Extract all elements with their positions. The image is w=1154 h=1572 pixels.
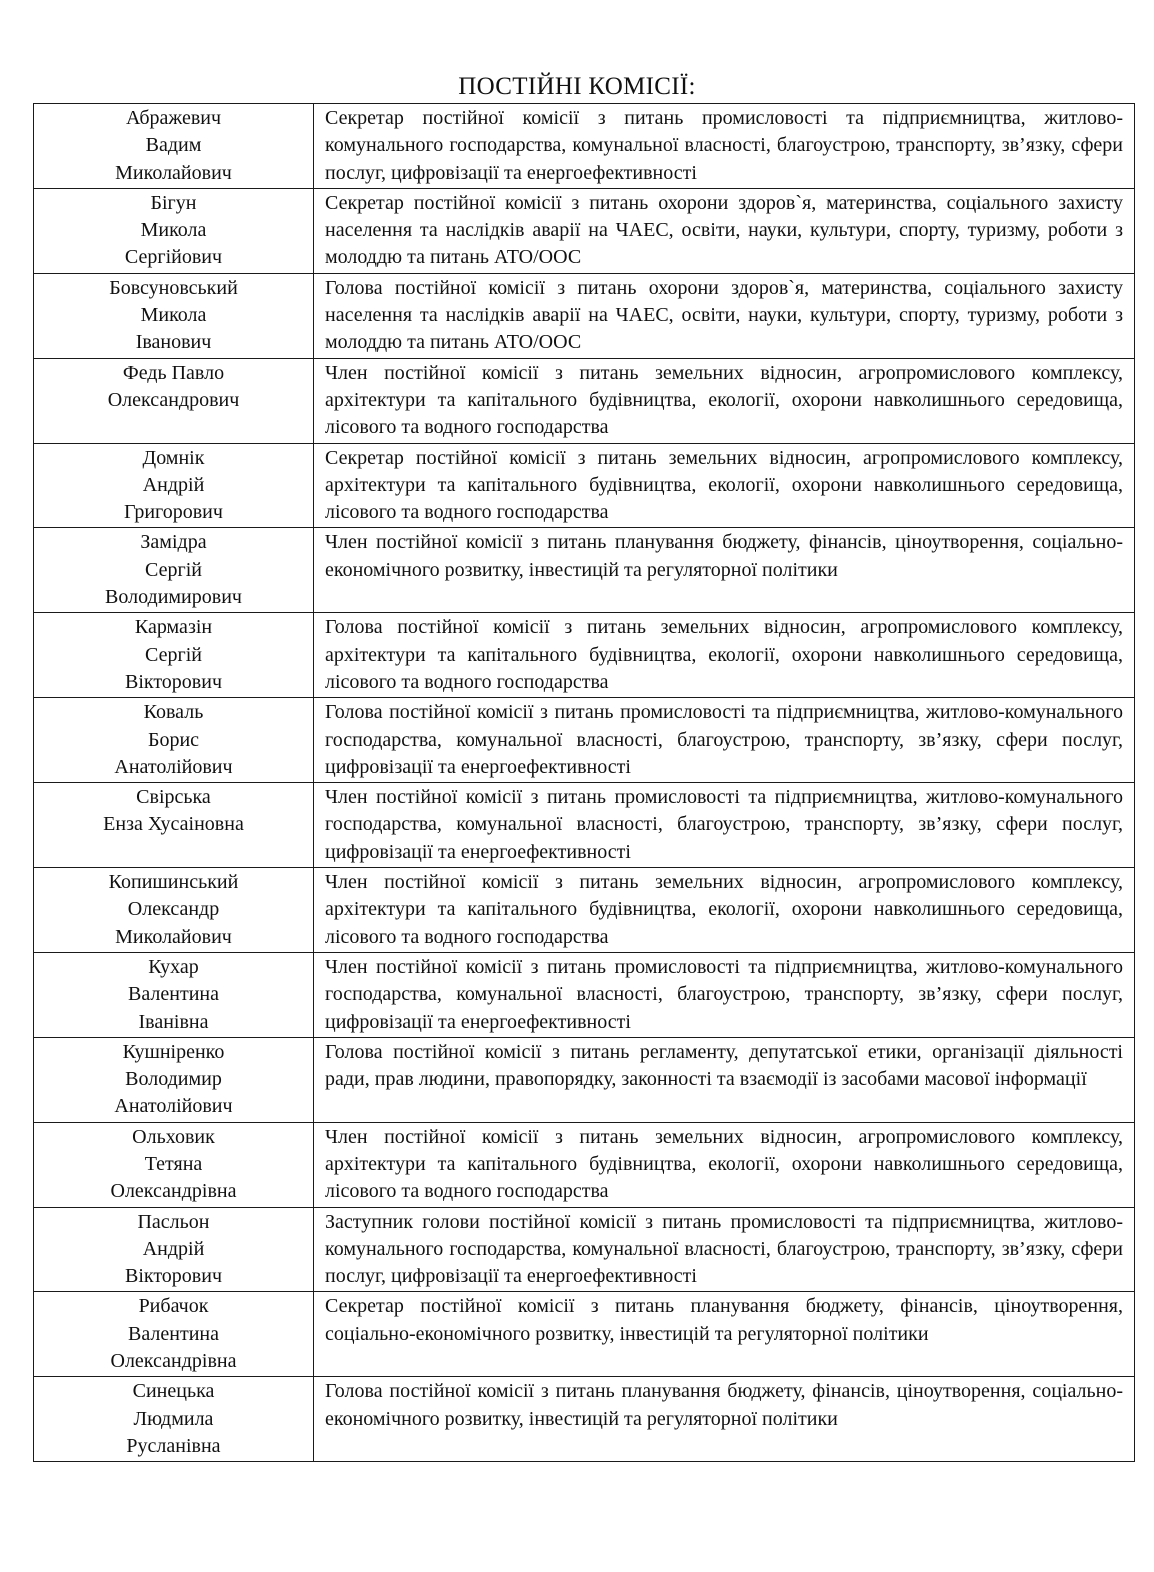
member-name-cell <box>34 358 314 443</box>
member-name-cell <box>34 613 314 698</box>
member-name-cell <box>34 868 314 953</box>
member-role-cell: Член постійної комісії з питань промисловості та підприємництва, житлово-комунального господарства, комунальної власності, благоустрою, транспорту, зв’язку, сфери послуг, цифровізації та енергоефективності <box>314 783 1135 868</box>
member-patronymic: Олександрівна <box>110 1180 237 1203</box>
member-role-cell: Член постійної комісії з питань планування бюджету, фінансів, ціноутворення, соціально-економічного розвитку, інвестицій та регуляторної політики <box>314 528 1135 613</box>
table-row <box>34 1122 1135 1207</box>
commissions-table <box>33 103 1135 1462</box>
member-role-cell: Секретар постійної комісії з питань земельних відносин, агропромислового комплексу, архітектури та капітального будівництва, екології, охорони навколишнього середовища, лісового та водного господарства <box>314 443 1135 528</box>
member-patronymic: Анатолійович <box>114 1095 233 1118</box>
table-row <box>34 613 1135 698</box>
member-surname: Кушніренко <box>122 1040 225 1063</box>
member-name-cell <box>34 1207 314 1292</box>
table-row <box>34 698 1135 783</box>
table-row <box>34 273 1135 358</box>
member-first-name: Тетяна <box>144 1152 203 1175</box>
table-row <box>34 528 1135 613</box>
member-first-name: Микола <box>140 219 207 242</box>
member-role-cell: Член постійної комісії з питань земельних відносин, агропромислового комплексу, архітектури та капітального будівництва, екології, охорони навколишнього середовища, лісового та водного господарства <box>314 358 1135 443</box>
table-row <box>34 1377 1135 1462</box>
member-surname: Ольховик <box>132 1125 215 1148</box>
member-first-name: Валентина <box>128 1322 219 1345</box>
table-row <box>34 868 1135 953</box>
member-surname: Кармазін <box>134 616 213 639</box>
member-surname: Абражевич <box>125 107 222 129</box>
member-first-name: Валентина <box>128 983 219 1006</box>
table-row <box>34 358 1135 443</box>
member-patronymic: Володимирович <box>105 586 242 609</box>
member-name-cell <box>34 1377 314 1462</box>
table-row <box>34 952 1135 1037</box>
table-row <box>34 1037 1135 1122</box>
member-first-name: Олександр <box>127 898 220 921</box>
member-surname: Свірська <box>136 786 211 809</box>
table-row <box>34 188 1135 273</box>
member-name-cell <box>34 1037 314 1122</box>
member-first-name: Андрій <box>142 1237 205 1260</box>
member-name-cell <box>34 104 314 189</box>
member-role-cell: Голова постійної комісії з питань земельних відносин, агропромислового комплексу, архітектури та капітального будівництва, екології, охорони навколишнього середовища, лісового та водного господарства <box>314 613 1135 698</box>
member-name-cell <box>34 1122 314 1207</box>
member-surname: Бовсуновський <box>109 276 238 299</box>
member-role-cell: Голова постійної комісії з питань охорони здоров`я, материнства, соціального захисту населення та наслідків аварії на ЧАЕС, освіти, науки, культури, спорту, туризму, роботи з молоддю та питань АТО/ООС <box>314 273 1135 358</box>
member-name-cell <box>34 698 314 783</box>
member-first-name: Енза Хусаіновна <box>103 813 244 836</box>
member-first-name: Андрій <box>142 473 205 496</box>
member-patronymic: Іванівна <box>138 1010 209 1033</box>
member-role-cell: Член постійної комісії з питань земельних відносин, агропромислового комплексу, архітектури та капітального будівництва, екології, охорони навколишнього середовища, лісового та водного господарства <box>314 868 1135 953</box>
table-row <box>34 443 1135 528</box>
table-row <box>34 1207 1135 1292</box>
member-patronymic: Русланівна <box>126 1434 221 1457</box>
member-patronymic: Сергійович <box>124 246 223 269</box>
member-patronymic: Григорович <box>124 501 223 524</box>
member-patronymic: Олександрович <box>107 388 240 411</box>
member-name-cell <box>34 783 314 868</box>
member-first-name: Володимир <box>125 1068 222 1091</box>
member-first-name: Людмила <box>133 1407 214 1430</box>
member-role-cell: Член постійної комісії з питань земельних відносин, агропромислового комплексу, архітектури та капітального будівництва, екології, охорони навколишнього середовища, лісового та водного господарства <box>314 1122 1135 1207</box>
member-patronymic: Миколайович <box>115 925 232 948</box>
member-surname: Коваль <box>143 701 204 724</box>
member-patronymic: Миколайович <box>115 161 232 184</box>
member-surname: Рибачок <box>138 1295 209 1318</box>
member-name-cell <box>34 952 314 1037</box>
member-role-cell: Заступник голови постійної комісії з питань промисловості та підприємництва, житлово-комунального господарства, комунальної власності, благоустрою, транспорту, зв’язку, сфери послуг, цифровізації та енергоефективності <box>314 1207 1135 1292</box>
member-role-cell: Голова постійної комісії з питань регламенту, депутатської етики, організації діяльності ради, прав людини, правопорядку, законності та взаємодії із засобами масової інформації <box>314 1037 1135 1122</box>
member-first-name: Вадим <box>145 134 202 157</box>
member-name-cell <box>34 443 314 528</box>
member-patronymic: Іванович <box>135 331 212 354</box>
member-surname: Домнік <box>142 446 205 469</box>
member-role-cell: Секретар постійної комісії з питань промисловості та підприємництва, житлово-комунального господарства, комунальної власності, благоустрою, транспорту, зв’язку, сфери послуг, цифровізації та енергоефективності <box>314 104 1135 189</box>
member-name-cell <box>34 188 314 273</box>
table-row <box>34 104 1135 189</box>
member-patronymic: Вікторович <box>124 1265 223 1288</box>
member-surname: Бігун <box>150 191 197 214</box>
member-surname: Синецька <box>132 1380 215 1403</box>
table-row <box>34 1292 1135 1377</box>
table-body <box>34 104 1135 1462</box>
member-name-cell <box>34 273 314 358</box>
member-name-cell <box>34 1292 314 1377</box>
member-surname: Пасльон <box>137 1210 210 1233</box>
member-name-cell <box>34 528 314 613</box>
member-patronymic: Вікторович <box>124 670 223 693</box>
member-role-cell: Секретар постійної комісії з питань охорони здоров`я, материнства, соціального захисту населення та наслідків аварії на ЧАЕС, освіти, науки, культури, спорту, туризму, роботи з молоддю та питань АТО/ООС <box>314 188 1135 273</box>
member-surname: Федь Павло <box>122 361 225 384</box>
member-surname: Замідра <box>140 531 207 554</box>
member-role-cell: Член постійної комісії з питань промисловості та підприємництва, житлово-комунального господарства, комунальної власності, благоустрою, транспорту, зв’язку, сфери послуг, цифровізації та енергоефективності <box>314 952 1135 1037</box>
table-row <box>34 783 1135 868</box>
member-role-cell: Секретар постійної комісії з питань планування бюджету, фінансів, ціноутворення, соціально-економічного розвитку, інвестицій та регуляторної політики <box>314 1292 1135 1377</box>
member-role-cell: Голова постійної комісії з питань планування бюджету, фінансів, ціноутворення, соціально-економічного розвитку, інвестицій та регуляторної політики <box>314 1377 1135 1462</box>
member-surname: Кухар <box>148 955 199 978</box>
member-role-cell: Голова постійної комісії з питань промисловості та підприємництва, житлово-комунального господарства, комунальної власності, благоустрою, транспорту, зв’язку, сфери послуг, цифровізації та енергоефективності <box>314 698 1135 783</box>
member-surname: Копишинський <box>108 871 239 894</box>
member-patronymic: Олександрівна <box>110 1350 237 1373</box>
page-title: ПОСТІЙНІ КОМІСІЇ: <box>458 73 696 100</box>
member-first-name: Борис <box>147 728 200 751</box>
member-patronymic: Анатолійович <box>114 755 233 778</box>
member-first-name: Микола <box>140 304 207 327</box>
member-first-name: Сергій <box>145 643 202 666</box>
member-first-name: Сергій <box>145 558 202 581</box>
